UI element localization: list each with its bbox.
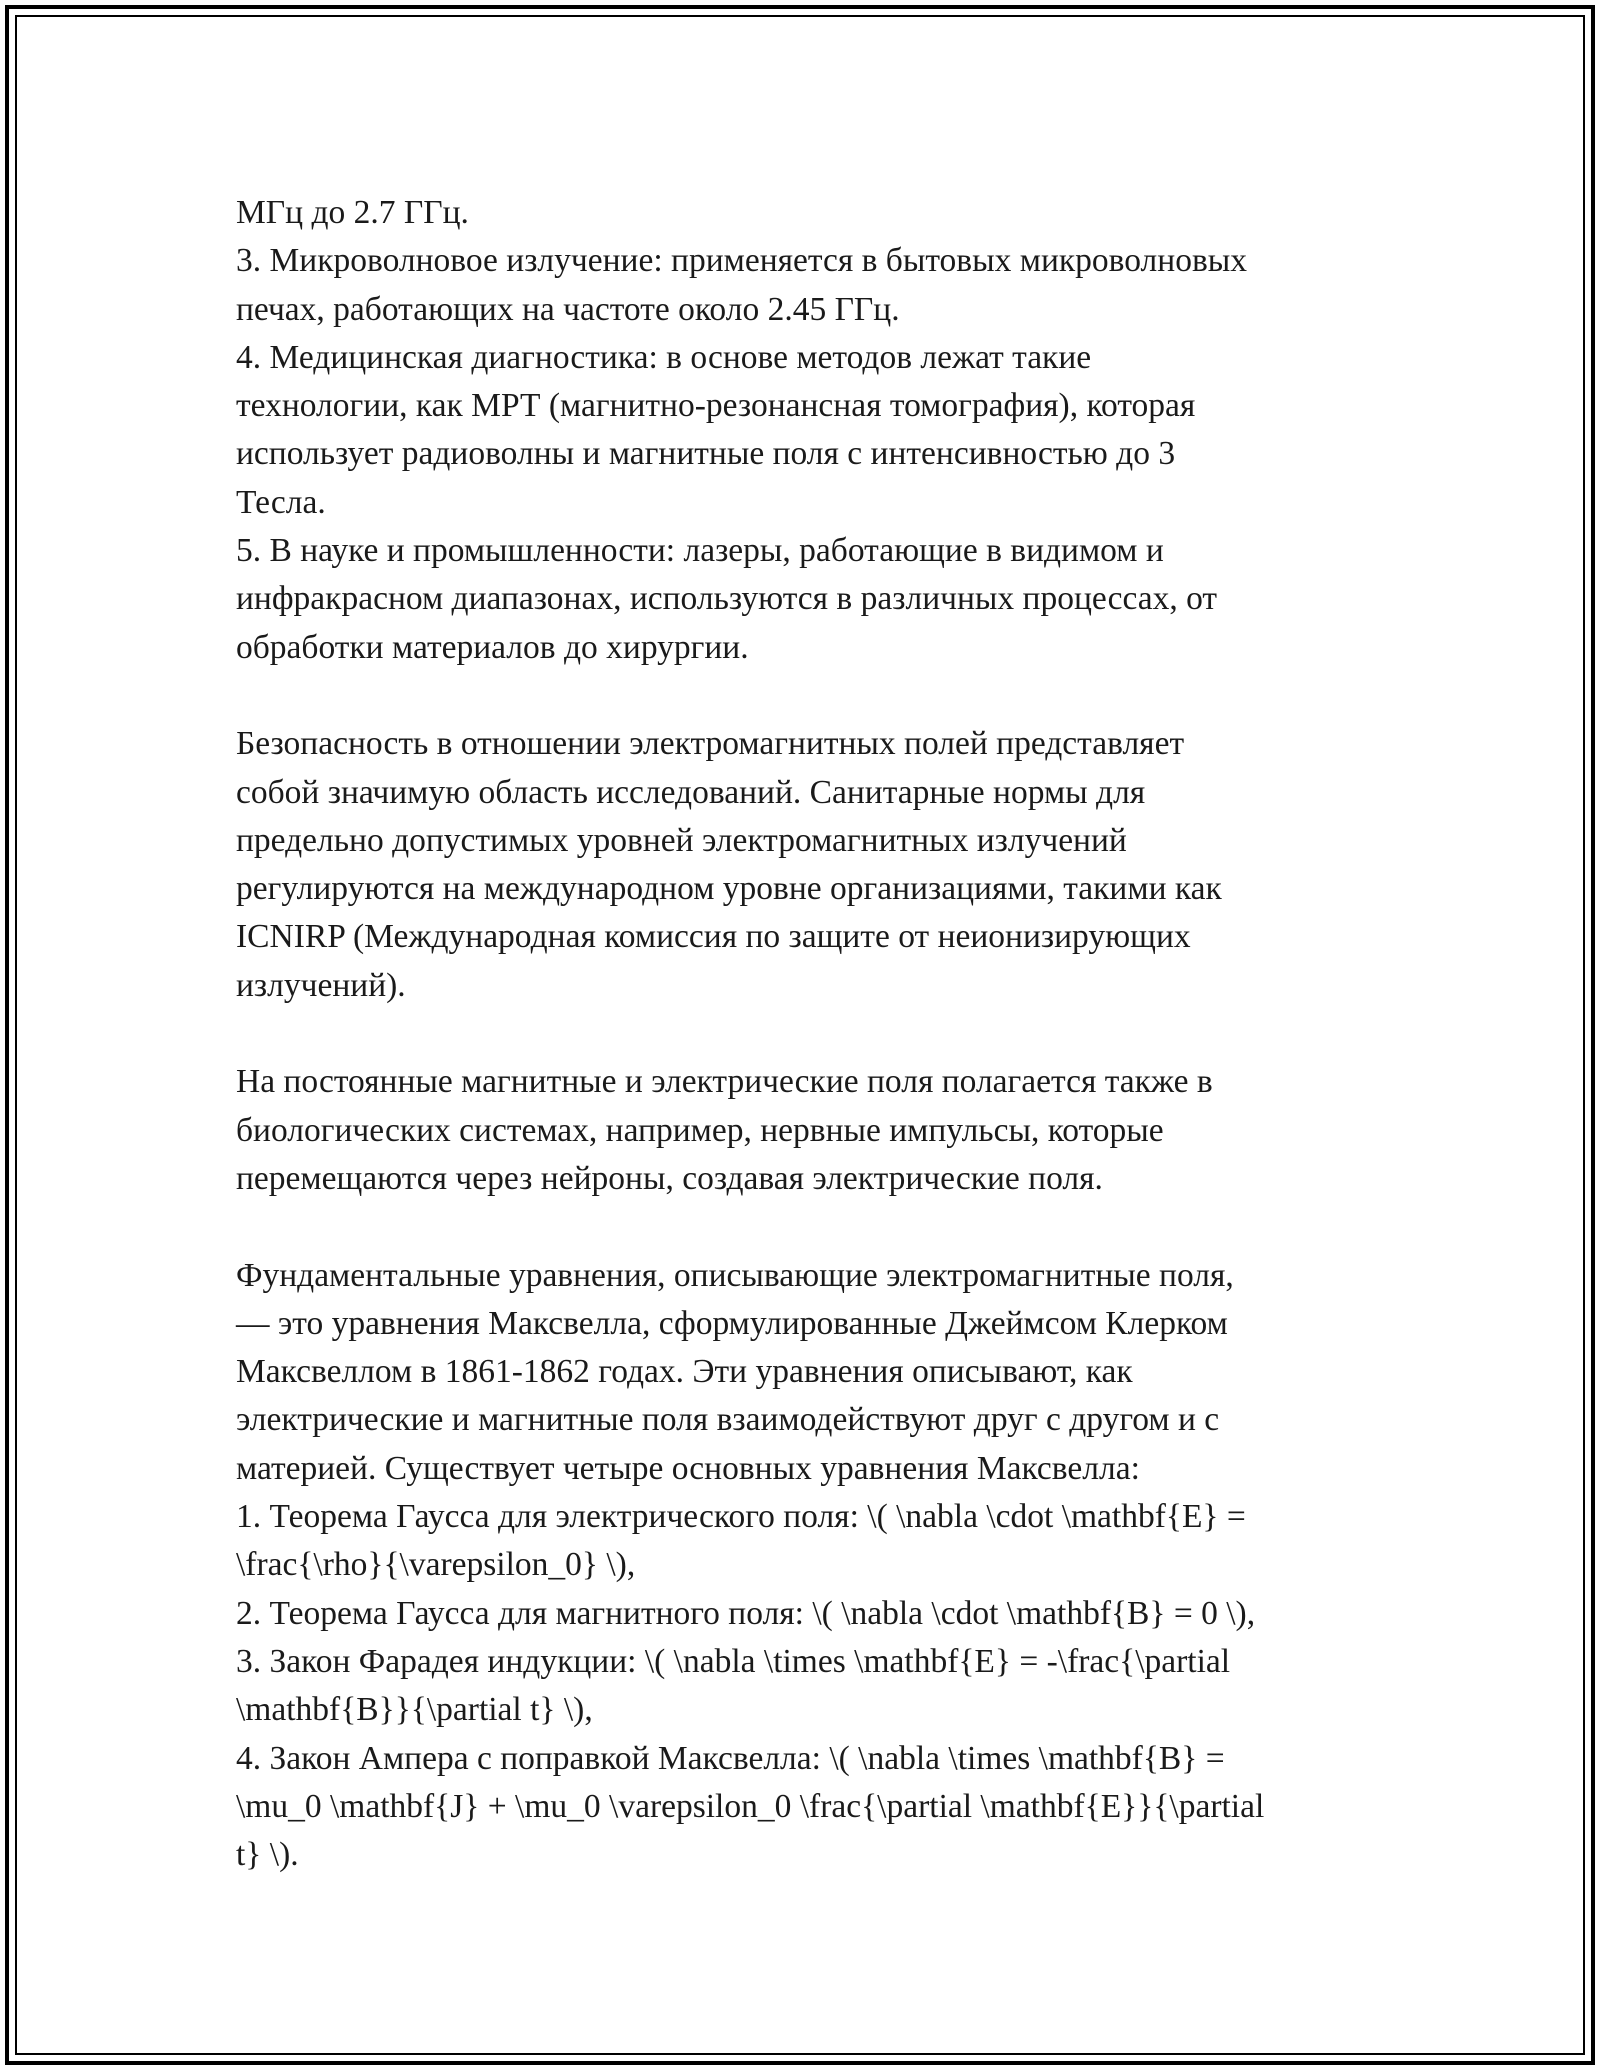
- text-line: 1. Теорема Гаусса для электрического поля: \( \nabla \cdot \mathbf{E} =: [236, 1498, 1246, 1536]
- text-line: \frac{\rho}{\varepsilon_0} \),: [236, 1546, 636, 1584]
- text-line: 4. Медицинская диагностика: в основе методов лежат такие: [236, 338, 1092, 376]
- text-line: инфракрасном диапазонах, используются в различных процессах, от: [236, 580, 1218, 618]
- text-line: собой значимую область исследований. Санитарные нормы для: [236, 773, 1146, 811]
- text-line: Фундаментальные уравнения, описывающие электромагнитные поля,: [236, 1256, 1234, 1294]
- text-line: материей. Существует четыре основных уравнения Максвелла:: [236, 1449, 1140, 1487]
- paragraph-break: [236, 1010, 1396, 1058]
- text-line: технологии, как МРТ (магнитно-резонансная томография), которая: [236, 387, 1196, 425]
- text-line: МГц до 2.7 ГГц.: [236, 194, 469, 231]
- text-line: излучений).: [236, 966, 406, 1004]
- text-line: \mathbf{B}}{\partial t} \),: [236, 1691, 593, 1729]
- text-line: предельно допустимых уровней электромагнитных излучений: [236, 821, 1127, 859]
- paragraph-break: [236, 672, 1396, 720]
- text-line: 5. В науке и промышленности: лазеры, работающие в видимом и: [236, 532, 1164, 570]
- text-line: — это уравнения Максвелла, сформулированные Джеймсом Клерком: [236, 1304, 1228, 1342]
- text-line: t} \).: [236, 1836, 299, 1874]
- document-body: [236, 189, 1396, 1879]
- text-line: 2. Теорема Гаусса для магнитного поля: \( \nabla \cdot \mathbf{B} = 0 \),: [236, 1594, 1256, 1632]
- text-line: Тесла.: [236, 483, 326, 521]
- text-line: биологических системах, например, нервные импульсы, которые: [236, 1111, 1164, 1149]
- text-line: 3. Закон Фарадея индукции: \( \nabla \times \mathbf{E} = -\frac{\partial: [236, 1642, 1231, 1680]
- text-line: использует радиоволны и магнитные поля с интенсивностью до 3: [236, 435, 1176, 473]
- text-line: 4. Закон Ампера с поправкой Максвелла: \( \nabla \times \mathbf{B} =: [236, 1739, 1225, 1777]
- text-line: ICNIRP (Международная комиссия по защите от неионизирующих: [236, 918, 1191, 956]
- text-line: регулируются на международном уровне организациями, такими как: [236, 870, 1222, 908]
- paragraph-break: [236, 1203, 1396, 1251]
- text-line: На постоянные магнитные и электрические поля полагается также в: [236, 1063, 1213, 1101]
- text-line: обработки материалов до хирургии.: [236, 628, 749, 666]
- text-line: печах, работающих на частоте около 2.45 ГГц.: [236, 290, 900, 328]
- text-line: перемещаются через нейроны, создавая электрические поля.: [236, 1159, 1103, 1197]
- text-line: 3. Микроволновое излучение: применяется в бытовых микроволновых: [236, 242, 1248, 280]
- text-line: \mu_0 \mathbf{J} + \mu_0 \varepsilon_0 \frac{\partial \mathbf{E}}{\partial: [236, 1787, 1265, 1825]
- text-line: Безопасность в отношении электромагнитных полей представляет: [236, 725, 1185, 763]
- text-line: Максвеллом в 1861-1862 годах. Эти уравнения описывают, как: [236, 1353, 1133, 1391]
- text-line: электрические и магнитные поля взаимодействуют друг с другом и с: [236, 1401, 1220, 1439]
